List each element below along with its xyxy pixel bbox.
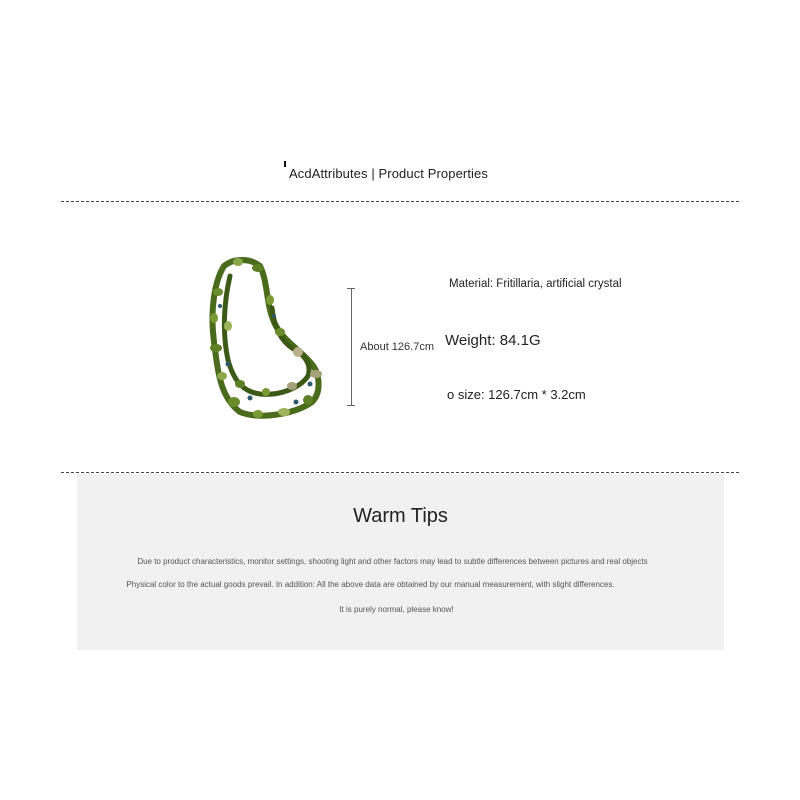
warm-tips-title: Warm Tips — [353, 505, 448, 527]
length-measure-label: About 126.7cm — [360, 341, 434, 353]
material-property: Material: Fritillaria, artificial crystal — [449, 278, 622, 290]
warm-tips-line: Due to product characteristics, monitor settings, shooting light and other factors may lead to subtle differences between pictures and real objects — [137, 557, 648, 566]
warm-tips-panel — [77, 474, 724, 650]
warm-tips-line: Physical color to the actual goods prevail. In addition: All the above data are obtained by our manual measurement, with slight differences. — [126, 580, 615, 589]
length-measure-cap-bottom — [347, 405, 355, 406]
length-measure-cap-top — [347, 288, 355, 289]
dashed-divider-top — [61, 201, 739, 202]
weight-property: Weight: 84.1G — [445, 332, 541, 349]
necklace-product-image — [200, 252, 350, 424]
size-property: o size: 126.7cm * 3.2cm — [447, 387, 586, 402]
section-title: AcdAttributes | Product Properties — [289, 166, 488, 181]
warm-tips-line: It is purely normal, please know! — [339, 605, 454, 614]
header-accent-mark — [284, 161, 286, 167]
length-measure-line — [351, 288, 352, 405]
dashed-divider-bottom — [61, 472, 739, 473]
